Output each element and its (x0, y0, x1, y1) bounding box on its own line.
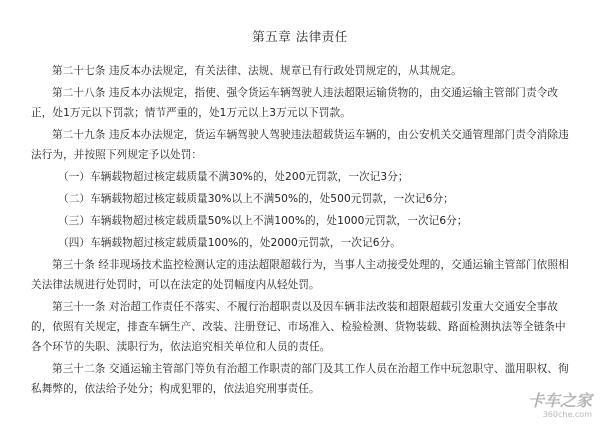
article-28-line-1: 第二十八条 违反本办法规定，指使、强令货运车辆驾驶人违法超限运输货物的，由交通运输主管部门责令改 (52, 87, 559, 99)
article-27-line-1: 第二十七条 违反本办法规定，有关法律、法规、规章已有行政处罚规定的，从其规定。 (52, 65, 462, 77)
article-31-line-3: 各个环节的失职、渎职行为，依法追究相关单位和人员的责任。 (31, 341, 331, 353)
watermark-domain: 360che.com (542, 410, 592, 419)
article-31-line-2: 的，依照有关规定，排查车辆生产、改装、注册登记、市场准入、检验检测、货物装载、路面检测执法等全链条中 (31, 321, 566, 333)
article-29-line-1: 第二十九条 违反本办法规定，货运车辆驾驶人驾驶违法超载货运车辆的，由公安机关交通管理部门责令消除违 (52, 129, 569, 141)
article-29-item-3: （三）车辆载物超过核定载质量50%以上不满100%的，处1000元罚款，一次记6分； (58, 215, 468, 227)
article-28-line-2: 正，处1万元以下罚款；情节严重的，处1万元以上3万元以下罚款。 (31, 107, 351, 119)
chapter-title: 第五章 法律责任 (252, 29, 348, 44)
article-29-item-4: （四）车辆载物超过核定载质量100%的，处2000元罚款，一次记6分。 (58, 237, 401, 249)
article-30-line-2: 关法律法规进行处罚时，可以在法定的处罚幅度内从轻处罚。 (31, 279, 320, 291)
site-watermark (524, 392, 592, 426)
article-30-line-1: 第三十条 经非现场技术监控检测认定的违法超限超载行为，当事人主动接受处理的，交通运输主管部门依照相 (52, 259, 569, 271)
article-32-line-1: 第三十二条 交通运输主管部门等负有治超工作职责的部门及其工作人员在治超工作中玩忽职守、滥用职权、徇 (52, 363, 569, 375)
article-29-item-1: （一）车辆载物超过核定载质量不满30%的，处200元罚款，一次记3分； (58, 171, 409, 183)
article-29-line-2: 法行为，并按照下列规定予以处罚： (31, 149, 203, 161)
article-32-line-2: 私舞弊的，依法给予处分；构成犯罪的，依法追究刑事责任。 (31, 383, 320, 395)
article-31-line-1: 第三十一条 对治超工作责任不落实、不履行治超职责以及因车辆非法改装和超限超载引发重大交通安全事故 (52, 301, 559, 313)
watermark-logo-text: 卡车之家 (527, 391, 592, 410)
article-29-item-2: （二）车辆载物超过核定载质量30%以上不满50%的，处500元罚款，一次记6分； (58, 193, 454, 205)
